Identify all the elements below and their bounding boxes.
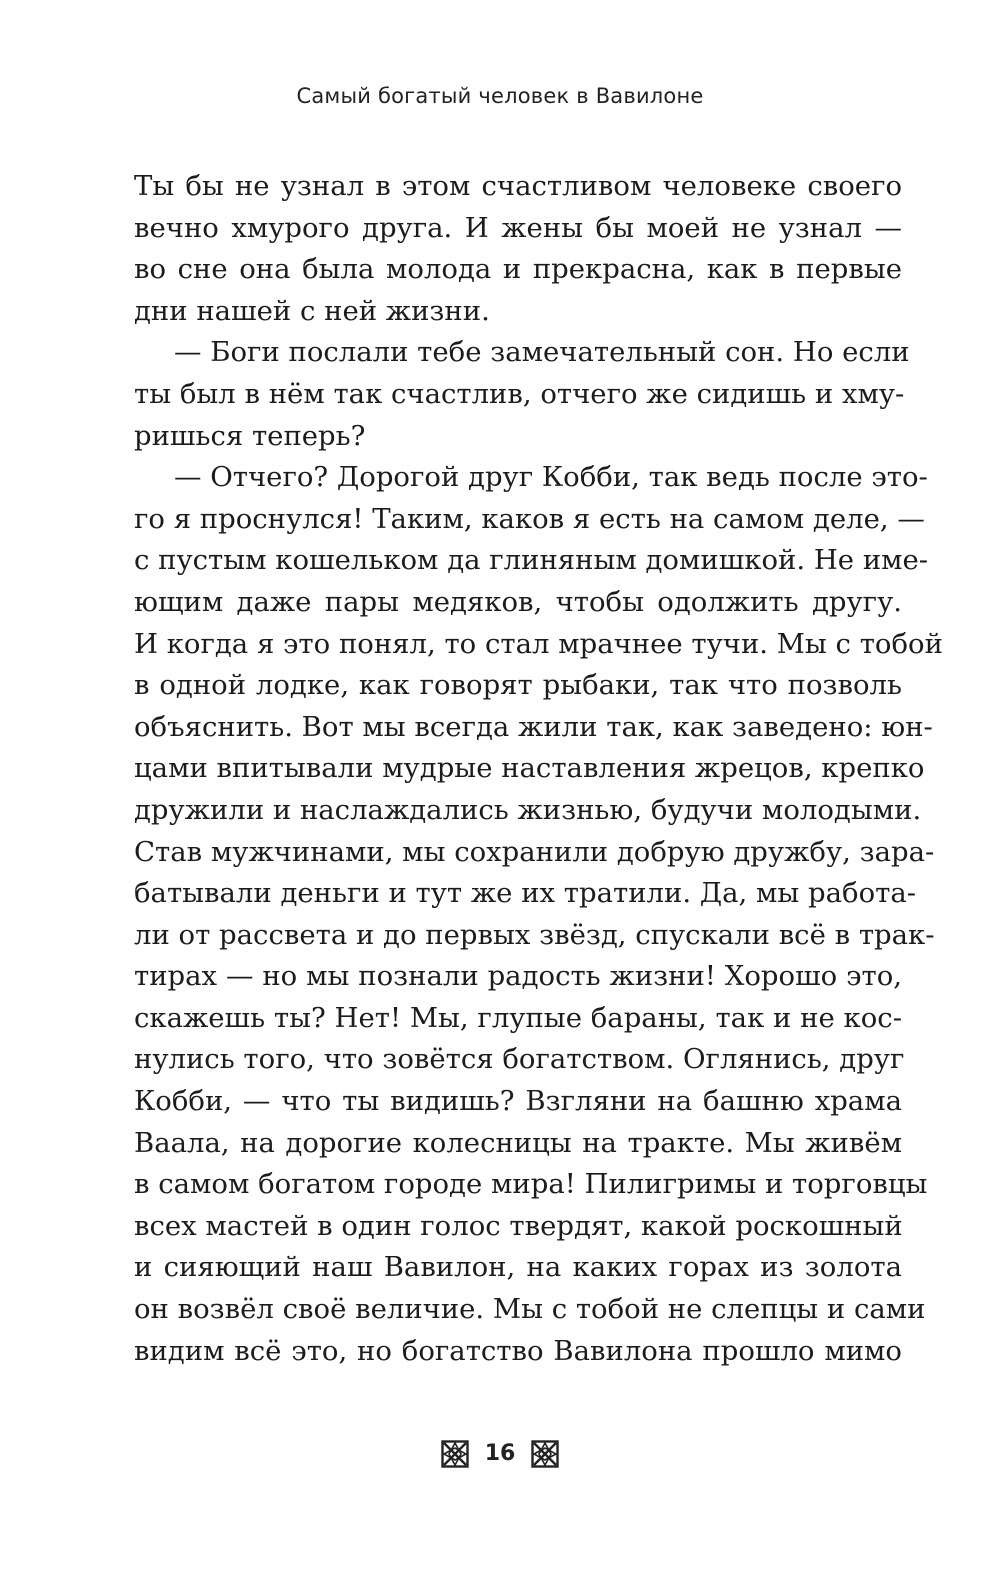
text-line: го я проснулся! Таким, каков я есть на самом деле, — bbox=[134, 502, 925, 535]
text-line: — Отчего? Дорогой друг Кобби, так ведь после это- bbox=[174, 461, 928, 494]
text-line: — Боги послали тебе замечательный сон. Но если bbox=[174, 336, 910, 369]
text-line: во сне она была молода и прекрасна, как в первые bbox=[134, 253, 902, 286]
paragraph bbox=[134, 166, 902, 332]
text-line: дни нашей с ней жизни. bbox=[134, 294, 490, 327]
text-line: ты был в нём так счастлив, отчего же сидишь и хму- bbox=[134, 377, 905, 410]
text-line: ришься теперь? bbox=[134, 419, 366, 452]
text-line: Кобби, — что ты видишь? Взгляни на башню храма bbox=[134, 1085, 902, 1118]
text-line: объяснить. Вот мы всегда жили так, как заведено: юн- bbox=[134, 710, 933, 743]
text-line: ющим даже пары медяков, чтобы одолжить другу. bbox=[134, 585, 902, 618]
text-line: в самом богатом городе мира! Пилигримы и торговцы bbox=[134, 1168, 928, 1201]
running-head: Самый богатый человек в Вавилоне bbox=[296, 84, 704, 108]
body-text bbox=[134, 166, 943, 1372]
page-number: 16 bbox=[484, 1441, 516, 1466]
text-line: цами впитывали мудрые наставления жрецов, крепко bbox=[134, 752, 925, 785]
text-line: вечно хмурого друга. И жены бы моей не узнал — bbox=[134, 211, 902, 244]
paragraph bbox=[134, 457, 943, 1372]
text-line: скажешь ты? Нет! Мы, глупые бараны, так и не кос- bbox=[134, 1001, 902, 1034]
text-line: он возвёл своё величие. Мы с тобой не слепцы и сами bbox=[134, 1293, 926, 1326]
text-line: всех мастей в один голос твердят, какой роскошный bbox=[134, 1209, 903, 1242]
text-line: дружили и наслаждались жизнью, будучи молодыми. bbox=[134, 793, 922, 826]
text-line: Ты бы не узнал в этом счастливом человеке своего bbox=[134, 170, 902, 202]
page-footer bbox=[0, 1440, 1000, 1468]
text-line: батывали деньги и тут же их тратили. Да, мы работа- bbox=[134, 877, 917, 910]
text-line: ли от рассвета и до первых звёзд, спускали всё в трак- bbox=[134, 918, 935, 951]
text-line: Ваала, на дорогие колесницы на тракте. Мы живём bbox=[134, 1126, 902, 1159]
text-line: И когда я это понял, то стал мрачнее тучи. Мы с тобой bbox=[134, 627, 943, 660]
diamond-knot-ornament-icon bbox=[441, 1440, 469, 1468]
text-line: нулись того, что зовётся богатством. Оглянись, друг bbox=[134, 1043, 905, 1076]
text-line: Став мужчинами, мы сохранили добрую дружбу, зара- bbox=[134, 835, 935, 868]
paragraph bbox=[134, 332, 910, 457]
text-line: и сияющий наш Вавилон, на каких горах из золота bbox=[134, 1251, 902, 1284]
diamond-knot-ornament-icon bbox=[531, 1440, 559, 1468]
text-line: в одной лодке, как говорят рыбаки, так что позволь bbox=[134, 669, 902, 702]
text-line: видим всё это, но богатство Вавилона прошло мимо bbox=[134, 1334, 902, 1367]
text-line: тирах — но мы познали радость жизни! Хорошо это, bbox=[134, 960, 902, 993]
text-line: с пустым кошельком да глиняным домишкой. Не име- bbox=[134, 544, 929, 577]
